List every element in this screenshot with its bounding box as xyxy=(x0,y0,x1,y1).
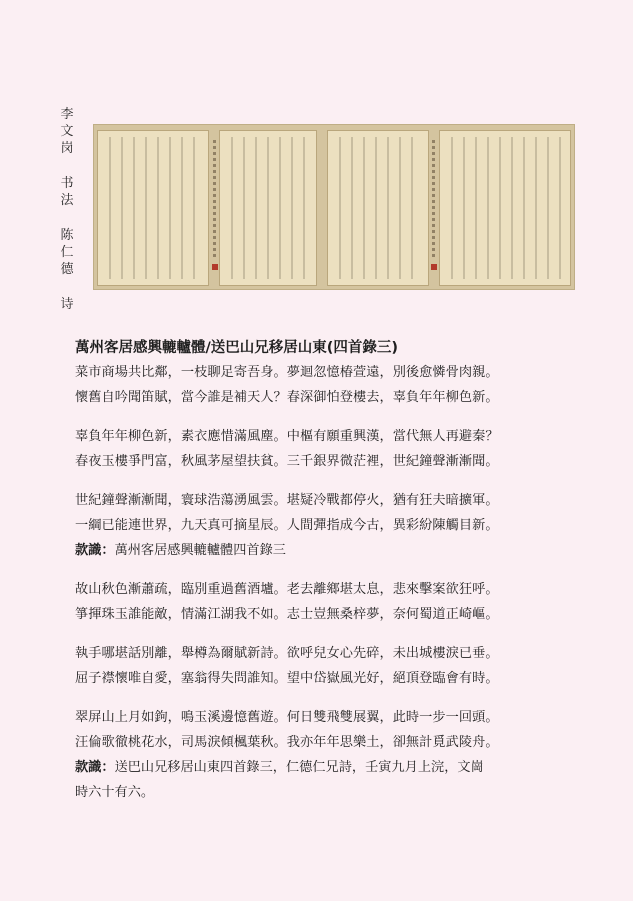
inscription-note xyxy=(75,538,580,563)
credit-char: 李 xyxy=(60,107,74,122)
stanza xyxy=(75,488,580,563)
poem-line: 春夜玉樓爭門富，秋風茅屋望扶貧。三千銀界微茫裡，世紀鐘聲漸漸聞。 xyxy=(75,454,499,469)
calligraphy-panel xyxy=(219,130,317,286)
red-seal-icon xyxy=(212,264,218,270)
poem-text xyxy=(75,339,580,805)
inscription-column xyxy=(213,140,216,260)
calligraphy-panel xyxy=(327,130,429,286)
stanza xyxy=(75,641,580,691)
credit-char: 诗 xyxy=(60,297,74,312)
inscription-column xyxy=(432,140,435,260)
poem-line: 辜負年年柳色新，素衣應惜滿風塵。中樞有願重興漢，當代無人再避秦？ xyxy=(75,429,499,444)
poem-line: 汪倫歌徹桃花水，司馬淚傾楓葉秋。我亦年年思樂土，卻無計覓武陵舟。 xyxy=(75,735,499,750)
credit-char: 岗 xyxy=(60,141,74,156)
stanza xyxy=(75,360,580,410)
note-label: 款識： xyxy=(75,760,115,775)
poem-line: 世紀鐘聲漸漸聞，寰球浩蕩湧風雲。堪疑冷戰都停火，猶有狂夫暗擴軍。 xyxy=(75,493,499,508)
credit-char: 文 xyxy=(60,124,74,139)
poem-line: 懷舊自吟聞笛賦，當今誰是補天人？春深御怕登樓去，辜負年年柳色新。 xyxy=(75,390,499,405)
credit-char: 仁 xyxy=(60,245,74,260)
poem-line: 故山秋色漸蕭疏，臨別重過舊酒壚。老去離鄉堪太息，悲來擊案欲狂呼。 xyxy=(75,582,499,597)
note-text: 萬州客居感興轆轤體四首錄三 xyxy=(114,543,286,558)
stanza xyxy=(75,705,580,805)
poem-line: 翠屏山上月如鉤，鳴玉溪邊憶舊遊。何日雙飛雙展翼，此時一步一回頭。 xyxy=(75,710,499,725)
poem-line: 菜市商場共比鄰，一枝聊足寄吾身。夢迴忽憶椿萱遠，別後愈憐骨肉親。 xyxy=(75,365,499,380)
credit-char: 陈 xyxy=(60,228,74,243)
poem-line: 箏揮珠玉誰能敵，情滿江湖我不如。志士豈無桑梓夢，奈何蜀道正崎嶇。 xyxy=(75,607,499,622)
stanza xyxy=(75,424,580,474)
note-text: 送巴山兄移居山東四首錄三，仁德仁兄詩，壬寅九月上浣，文崗 xyxy=(114,760,484,775)
inscription-note xyxy=(75,755,580,780)
stanza xyxy=(75,577,580,627)
calligraphy-artwork xyxy=(93,124,575,290)
calligraphy-panel xyxy=(439,130,571,286)
poem-line: 屈子襟懷唯自愛，塞翁得失問誰知。望中岱嶽風光好，絕頂登臨會有時。 xyxy=(75,671,499,686)
page-title: 萬州客居感興轆轤體/送巴山兄移居山東(四首錄三) xyxy=(75,340,399,356)
credit-char: 德 xyxy=(60,262,74,277)
poem-line: 執手哪堪話別離，舉樽為爾賦新詩。欲呼兒女心先碎，未出城樓淚已垂。 xyxy=(75,646,499,661)
author-credit xyxy=(58,106,76,313)
note-label: 款識： xyxy=(75,543,115,558)
calligraphy-panel xyxy=(97,130,209,286)
credit-char: 书 xyxy=(60,176,74,191)
red-seal-icon xyxy=(431,264,437,270)
credit-char: 法 xyxy=(60,193,74,208)
poem-line: 一綱已能連世界，九天真可摘星辰。人間彈指成今古，異彩紛陳觸目新。 xyxy=(75,518,499,533)
inscription-note-continued: 時六十有六。 xyxy=(75,785,155,800)
